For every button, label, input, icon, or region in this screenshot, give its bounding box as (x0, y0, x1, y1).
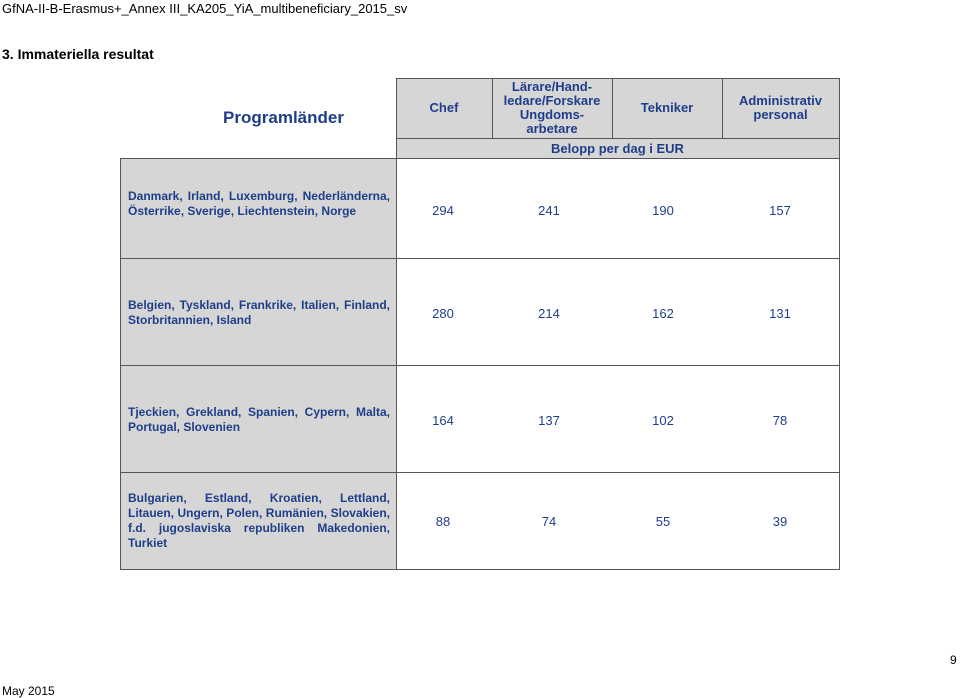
row-countries: Bulgarien, Estland, Kroatien, Lettland, Litauen, Ungern, Polen, Rumänien, Slovakien, f.d. jugoslaviska republiken Makedonien, Turkiet (128, 491, 390, 550)
value-manager: 88 (435, 514, 451, 529)
footer-date: May 2015 (2, 684, 55, 698)
header-col-admin: Administrativ personal (738, 93, 823, 122)
value-technician: 102 (652, 413, 674, 428)
document-header: GfNA-II-B-Erasmus+_Annex III_KA205_YiA_multibeneficiary_2015_sv (2, 1, 408, 16)
header-unit: Belopp per dag i EUR (551, 140, 684, 156)
value-manager: 164 (432, 413, 454, 428)
value-technician: 190 (652, 203, 674, 218)
header-program-countries-label: Programländer (223, 108, 344, 127)
header-col-manager: Chef (429, 100, 459, 115)
row-countries: Tjeckien, Grekland, Spanien, Cypern, Malta, Portugal, Slovenien (128, 405, 390, 434)
value-teacher: 137 (538, 413, 560, 428)
header-col-teacher: Lärare/Hand- ledare/Forskare Ungdoms- arbetare (503, 79, 601, 136)
value-teacher: 241 (538, 203, 560, 218)
value-admin: 78 (772, 413, 788, 428)
value-teacher: 214 (538, 306, 560, 321)
section-title: 3. Immateriella resultat (2, 46, 154, 62)
header-col-technician: Tekniker (640, 100, 694, 115)
header-program-countries (171, 78, 396, 158)
value-technician: 55 (655, 514, 671, 529)
value-technician: 162 (652, 306, 674, 321)
row-countries: Belgien, Tyskland, Frankrike, Italien, Finland, Storbritannien, Island (128, 298, 390, 327)
value-admin: 39 (772, 514, 788, 529)
value-admin: 157 (769, 203, 791, 218)
value-admin: 131 (769, 306, 791, 321)
values-background (396, 158, 839, 569)
page-number: 9 (950, 653, 957, 667)
value-manager: 294 (432, 203, 454, 218)
row-countries: Danmark, Irland, Luxemburg, Nederländerna, Österrike, Sverige, Liechtenstein, Norge (128, 189, 390, 218)
value-manager: 280 (432, 306, 454, 321)
value-teacher: 74 (541, 514, 557, 529)
